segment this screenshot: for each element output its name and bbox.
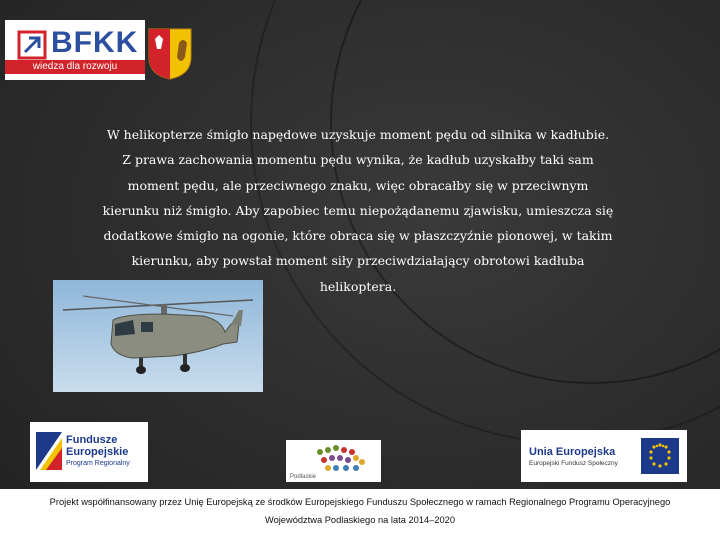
fe-title-line: Fundusze	[66, 434, 118, 446]
helicopter-photo	[53, 280, 263, 392]
fe-title	[66, 434, 128, 458]
footer-line: Województwa Podlaskiego na lata 2014–2020	[264, 515, 456, 525]
footer	[0, 489, 720, 540]
paragraph-line: kierunku, aby powstał moment siły przeciwdziałający obrotowi kadłuba	[131, 253, 585, 269]
footer-text	[0, 493, 720, 529]
paragraph-line: helikoptera.	[319, 278, 397, 294]
eu-flag-icon	[641, 438, 679, 474]
paragraph-line: Z prawa zachowania momentu pędu wynika, że kadłub uzyskałby taki sam	[122, 152, 594, 168]
bfkk-tagline: wiedza dla rozwoju	[5, 60, 145, 74]
podlaskie-coat-of-arms-icon	[147, 27, 193, 81]
podlaskie-label: Podlaskie	[290, 474, 317, 480]
fundusze-europejskie-icon	[36, 432, 62, 470]
paragraph-line: dodatkowe śmigło na ogonie, które obraca się w płaszczyźnie pionowej, w takim	[103, 228, 613, 244]
bison-icon	[312, 442, 372, 474]
bfkk-logo-text: BFKK	[51, 26, 139, 59]
paragraph-line: moment pędu, ale przeciwnego znaku, więc obracałby się w przeciwnym	[127, 177, 589, 193]
paragraph-line: W helikopterze śmigło napędowe uzyskuje moment pędu od silnika w kadłubie.	[106, 127, 610, 142]
fe-title-line: Europejskie	[66, 446, 129, 458]
footer-line: Projekt współfinansowany przez Unię Europejską ze środków Europejskiego Funduszu Społecznego w ramach Regionalnego Programu Operacyjnego	[49, 497, 671, 507]
fundusze-europejskie-logo	[30, 422, 148, 482]
unia-europejska-logo	[521, 430, 687, 482]
paragraph-line: kierunku niż śmigło. Aby zapobiec temu niepożądanemu zjawisku, umieszcza się	[102, 202, 614, 218]
body-paragraph	[88, 122, 628, 299]
podlaskie-logo	[286, 440, 381, 482]
bfkk-arrow-icon	[17, 30, 47, 60]
ue-title: Unia Europejska	[529, 446, 616, 458]
fe-subtitle: Program Regionalny	[66, 460, 130, 467]
bfkk-logo	[5, 20, 145, 80]
ue-subtitle: Europejski Fundusz Społeczny	[529, 460, 618, 467]
